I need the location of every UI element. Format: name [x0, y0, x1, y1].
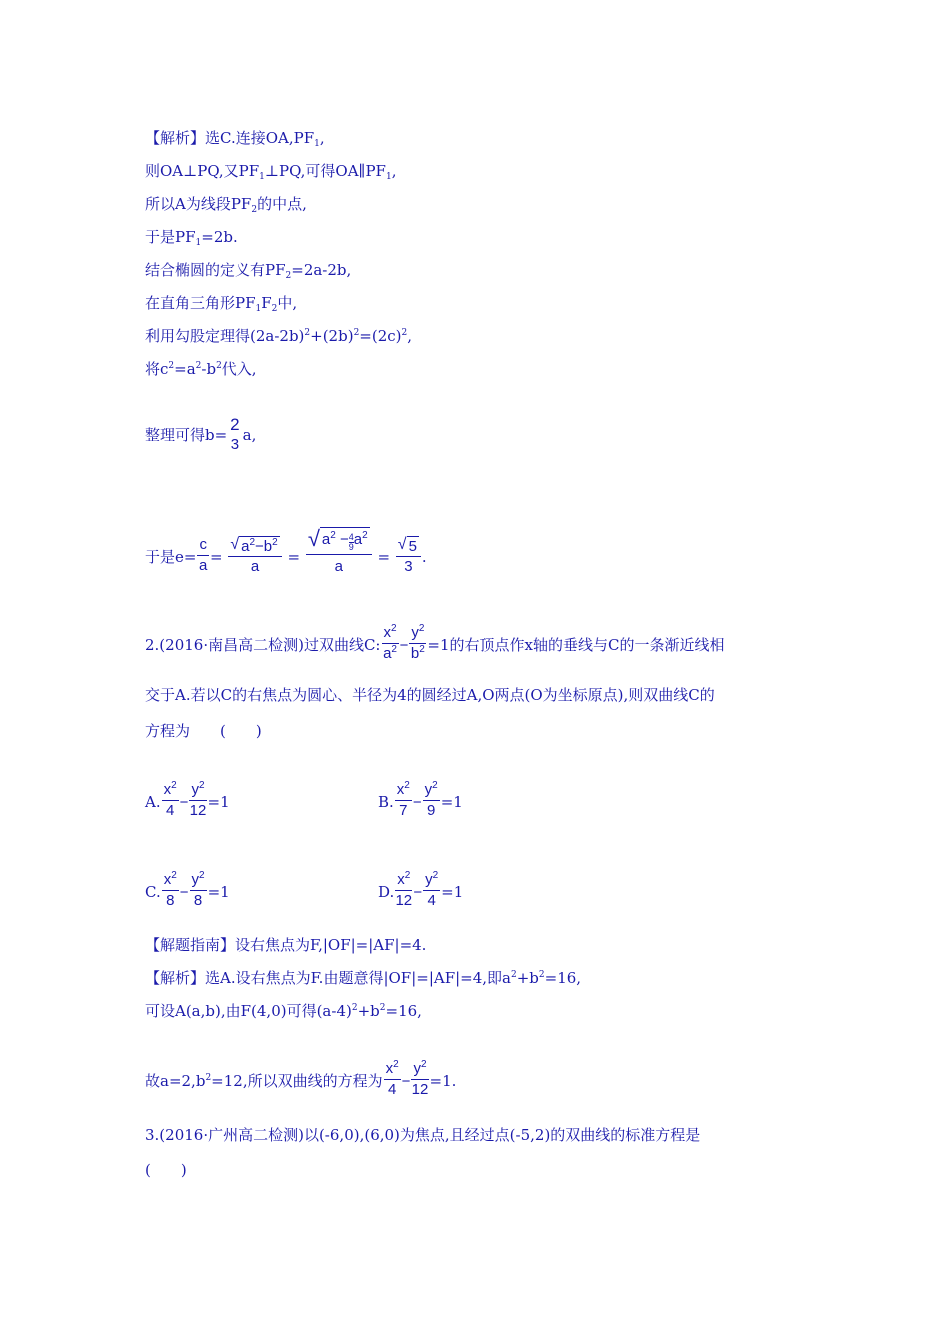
question-2-line-1: 2.(2016·南昌高二检测)过双曲线C: $\frac{x^2}{a^2}$ − $\frac{y^2}{b^2}$ =1的右顶点作x轴的垂线与C的一条渐近线相 — [145, 623, 725, 662]
option-c[interactable]: C. $\frac{x^2}{8}$ − $\frac{y^2}{8}$ =1 — [145, 870, 230, 909]
solution-line-3: 故$a=2,b^2=12$,所以双曲线的方程为 $\frac{x^2}{4}$ − $\frac{y^2}{12}$ =1. — [145, 1059, 457, 1098]
option-d-y-fraction: $\frac{y^2}{4}$ — [425, 870, 439, 909]
fraction-four-ninths: $\frac{4}{9}$ — [348, 532, 354, 552]
fraction-y2-over-b2: $\frac{y^2}{b^2}$ — [410, 623, 425, 662]
fraction-sqrt-substituted-over-a: √ $a^2$ − $\frac{4}{9}$ $a^2$ a — [306, 527, 372, 578]
question-2-line-2: 交于A.若以C的右焦点为圆心、半径为4的圆经过A,O两点(O为坐标原点),则双曲线C的 — [145, 686, 715, 704]
fraction-x2-over-a2: $\frac{x^2}{a^2}$ — [383, 623, 397, 662]
option-b[interactable]: B. $\frac{x^2}{7}$ − $\frac{y^2}{9}$ =1 — [378, 780, 463, 819]
question-3-line-2: ( ) — [145, 1161, 187, 1179]
analysis-line-10: 于是e= $\frac{c}{a}$ = √ $a^2-b^2$ a = √ $a^2$ − $\frac{4}{9}$ $a^2$ a = √ 5 3 . — [145, 527, 427, 578]
sqrt-icon: √ — [230, 536, 240, 553]
option-c-x-fraction: $\frac{x^2}{8}$ — [163, 870, 177, 909]
solution-y-fraction: $\frac{y^2}{12}$ — [411, 1059, 429, 1098]
fraction-sqrt-a2-b2-over-a: √ $a^2-b^2$ a — [228, 536, 281, 576]
fraction-two-thirds: 2 3 — [230, 415, 240, 453]
fraction-c-over-a: $\frac{c}{a}$ — [199, 536, 208, 574]
question-3-line-1: 3.(2016·广州高二检测)以(-6,0),(6,0)为焦点,且经过点(-5,2)的双曲线的标准方程是 — [145, 1126, 701, 1144]
option-a-y-fraction: $\frac{y^2}{12}$ — [189, 780, 207, 819]
analysis-line-2: 则OA⊥PQ,又$PF_1\perp PQ$,可得$OA\parallel PF_1$, — [145, 162, 397, 182]
analysis-line-4: 于是$PF_1=2b$. — [145, 228, 238, 248]
sqrt-icon: √ — [307, 526, 320, 551]
analysis-line-8: 将$c^2=a^2-b^2$代入, — [145, 360, 257, 378]
analysis-line-9: 整理可得b= 2 3 a, — [145, 415, 257, 453]
solution-line-2: 可设A(a,b),由F(4,0)可得$(a-4)^2+b^2=16$, — [145, 1002, 422, 1020]
option-c-y-fraction: $\frac{y^2}{8}$ — [191, 870, 205, 909]
option-a-x-fraction: $\frac{x^2}{4}$ — [163, 780, 177, 819]
analysis-line-3: 所以A为线段$PF_2$的中点, — [145, 195, 307, 215]
solution-x-fraction: $\frac{x^2}{4}$ — [385, 1059, 399, 1098]
option-a[interactable]: A. $\frac{x^2}{4}$ − $\frac{y^2}{12}$ =1 — [145, 780, 230, 819]
analysis-line-1: 【解析】选C.连接$OA,PF_1$, — [145, 129, 325, 149]
solution-hint: 【解题指南】设右焦点为F,|OF|=|AF|=4. — [145, 936, 427, 954]
question-2-line-3: 方程为 ( ) — [145, 722, 262, 740]
option-d-x-fraction: $\frac{x^2}{12}$ — [395, 870, 413, 909]
option-b-y-fraction: $\frac{y^2}{9}$ — [424, 780, 438, 819]
option-d[interactable]: D. $\frac{x^2}{12}$ − $\frac{y^2}{4}$ =1 — [378, 870, 464, 909]
sqrt-icon: √ — [397, 536, 407, 553]
analysis-line-7: 利用勾股定理得$(2a-2b)^2+(2b)^2=(2c)^2$, — [145, 327, 413, 345]
solution-line-1: 【解析】选A.设右焦点为F.由题意得|OF|=|AF|=4,即$a^2+b^2=16$, — [145, 969, 582, 987]
analysis-line-6: 在直角三角形$PF_1F_2$中, — [145, 294, 298, 314]
fraction-sqrt5-over-3: √ 5 3 — [396, 536, 421, 576]
analysis-line-5: 结合椭圆的定义有$PF_2=2a-2b$, — [145, 261, 352, 281]
option-b-x-fraction: $\frac{x^2}{7}$ — [396, 780, 410, 819]
